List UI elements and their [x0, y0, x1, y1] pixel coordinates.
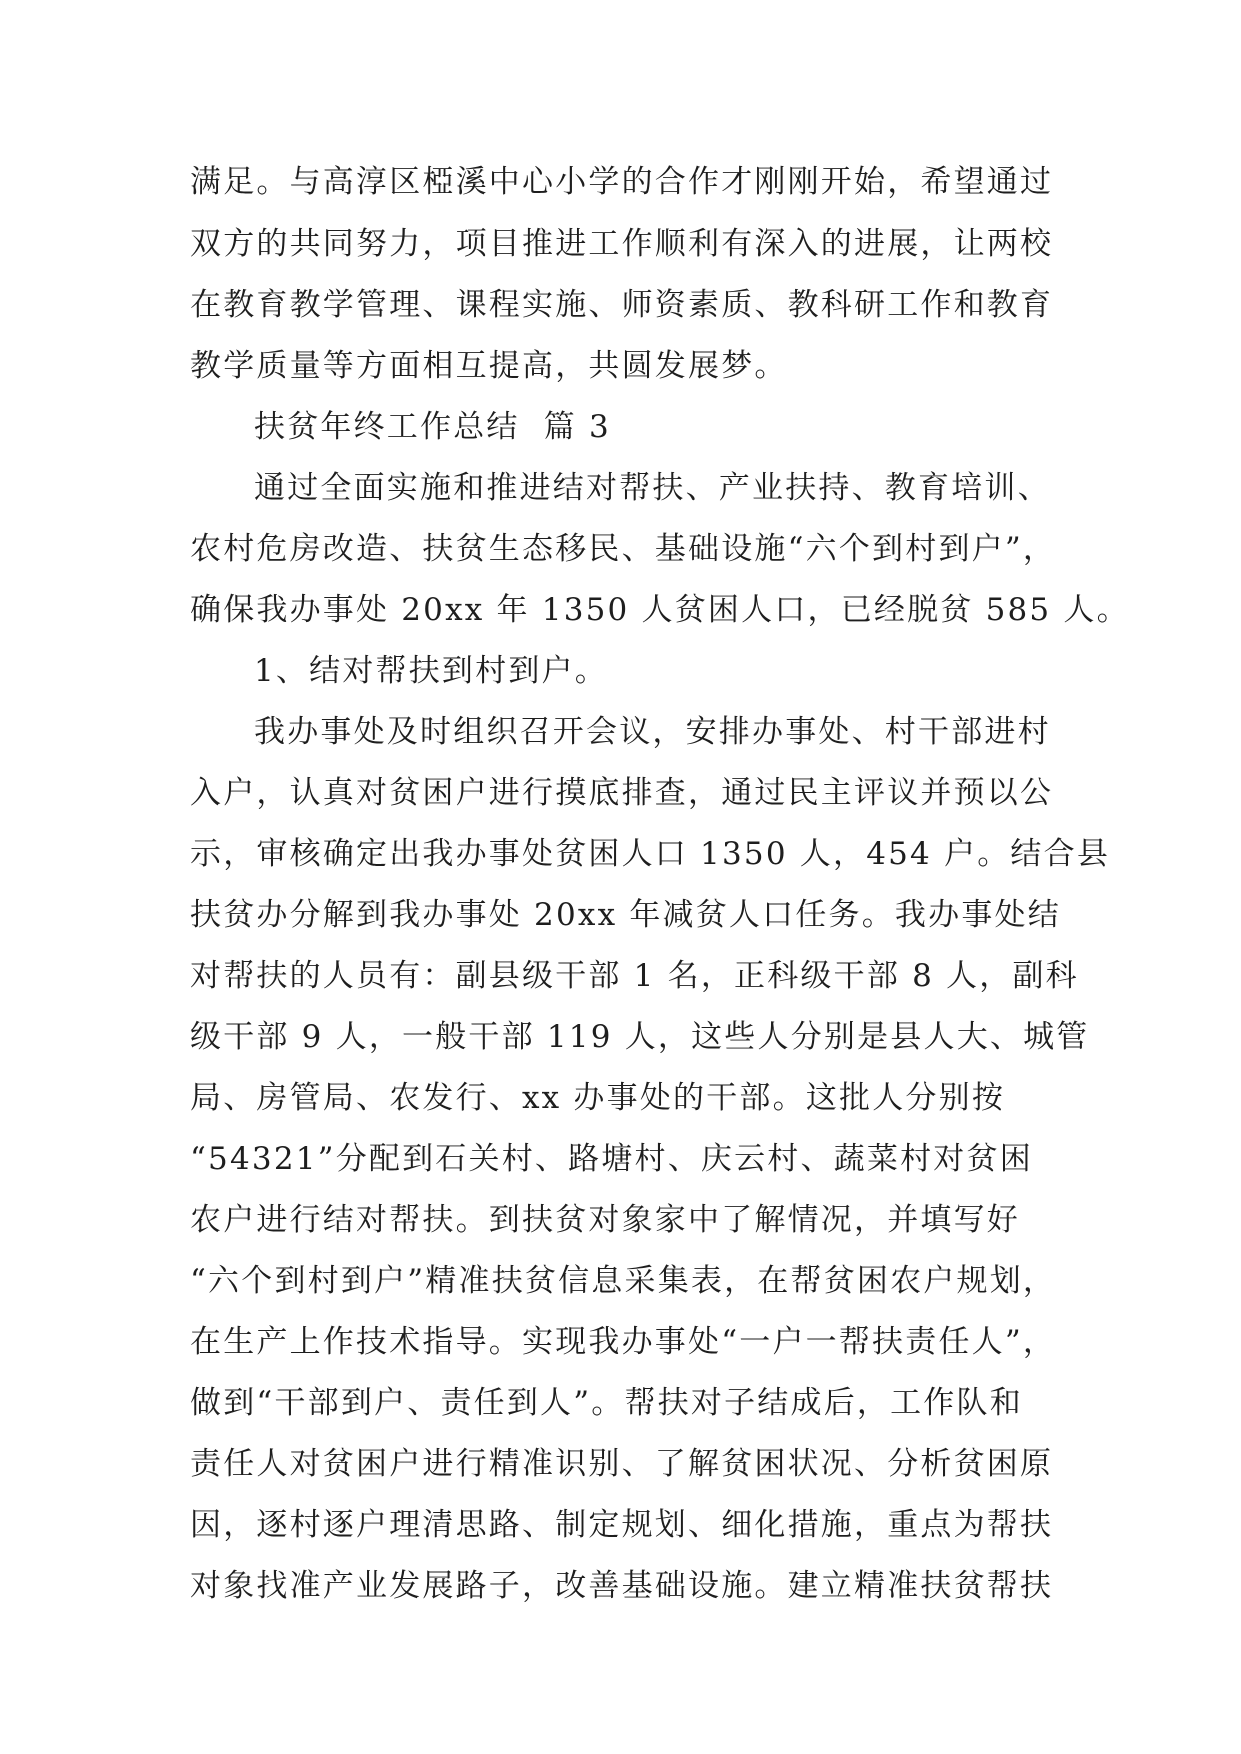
- text-line: “54321”分配到石关村、路塘村、庆云村、蔬菜村对贫困: [190, 1141, 1033, 1177]
- text-line: 示，审核确定出我办事处贫困人口 1350 人，454 户。结合县: [190, 836, 1111, 872]
- text-line: 做到“干部到户、责任到人”。帮扶对子结成后，工作队和: [190, 1385, 1023, 1421]
- section-heading: 扶贫年终工作总结 篇 3: [254, 409, 611, 445]
- text-line: 教学质量等方面相互提高，共圆发展梦。: [190, 348, 788, 384]
- text-line: 通过全面实施和推进结对帮扶、产业扶持、教育培训、: [254, 470, 1051, 506]
- text-line: 确保我办事处 20xx 年 1350 人贫困人口，已经脱贫 585 人。: [190, 592, 1130, 628]
- text-line: “六个到村到户”精准扶贫信息采集表，在帮贫困农户规划，: [190, 1263, 1057, 1299]
- text-line: 在生产上作技术指导。实现我办事处“一户一帮扶责任人”，: [190, 1324, 1057, 1360]
- text-line: 局、房管局、农发行、xx 办事处的干部。这批人分别按: [190, 1080, 1006, 1116]
- text-line: 对帮扶的人员有：副县级干部 1 名，正科级干部 8 人，副科: [190, 958, 1079, 994]
- text-line: 双方的共同努力，项目推进工作顺利有深入的进展，让两校: [190, 226, 1054, 262]
- text-line: 在教育教学管理、课程实施、师资素质、教科研工作和教育: [190, 287, 1054, 323]
- text-line: 扶贫办分解到我办事处 20xx 年减贫人口任务。我办事处结: [190, 897, 1061, 933]
- text-line: 农村危房改造、扶贫生态移民、基础设施“六个到村到户”，: [190, 531, 1057, 567]
- text-line: 入户，认真对贫困户进行摸底排查，通过民主评议并预以公: [190, 775, 1054, 811]
- text-line: 我办事处及时组织召开会议，安排办事处、村干部进村: [254, 714, 1051, 750]
- text-line: 因，逐村逐户理清思路、制定规划、细化措施，重点为帮扶: [190, 1507, 1054, 1543]
- text-line: 责任人对贫困户进行精准识别、了解贫困状况、分析贫困原: [190, 1446, 1054, 1482]
- text-line: 对象找准产业发展路子，改善基础设施。建立精准扶贫帮扶: [190, 1568, 1054, 1604]
- text-line: 满足。与高淳区椏溪中心小学的合作才刚刚开始，希望通过: [190, 164, 1054, 200]
- text-line: 农户进行结对帮扶。到扶贫对象家中了解情况，并填写好: [190, 1202, 1020, 1238]
- text-line: 级干部 9 人，一般干部 119 人，这些人分别是县人大、城管: [190, 1019, 1090, 1055]
- subsection-heading: 1、结对帮扶到村到户。: [254, 653, 608, 689]
